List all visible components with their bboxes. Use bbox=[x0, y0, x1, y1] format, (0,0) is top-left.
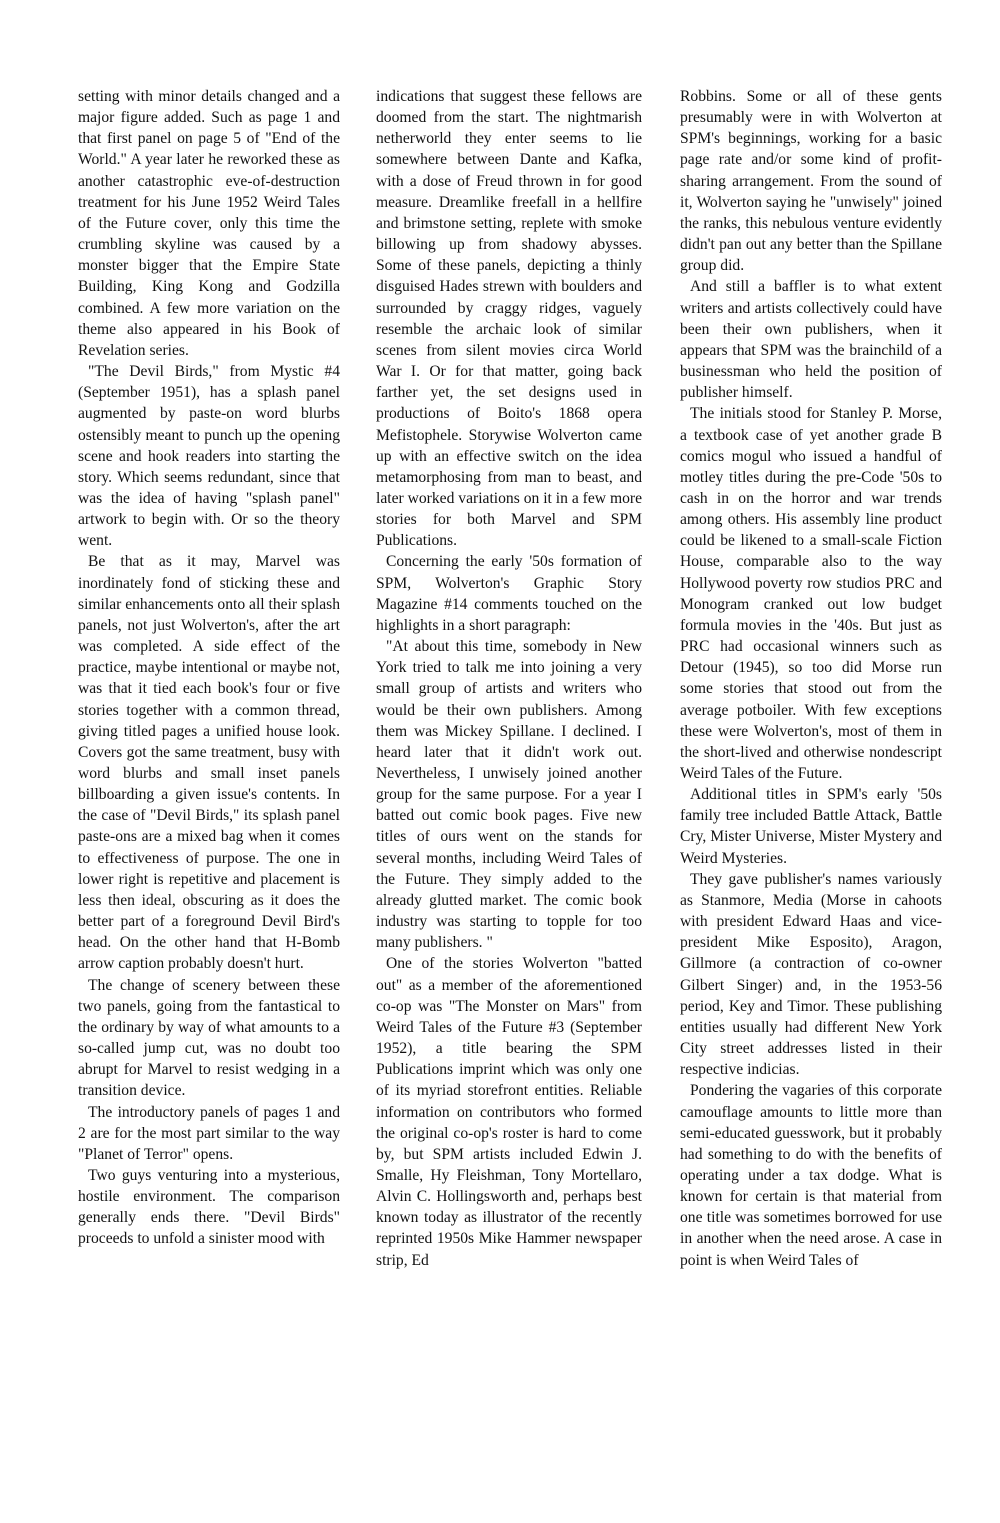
paragraph: The introductory panels of pages 1 and 2 are for the most part similar to the way "Planet of Terror" opens. bbox=[78, 1103, 340, 1163]
paragraph: Additional titles in SPM's early '50s family tree included Battle Attack, Battle Cry, Mister Universe, Mister Mystery and Weird Mysteries. bbox=[680, 786, 942, 867]
text-column-1 bbox=[78, 86, 340, 1250]
paragraph: setting with minor details changed and a major figure added. Such as page 1 and that first panel on page 5 of "End of the World." A year later he reworked these as another catastrophic eve-of-destruction treatment for his June 1952 Weird Tales of the Future cover, only this time the crumbling skyline was caused by a monster bigger that the Empire State Building, King Kong and Godzilla combined. A few more variation on the theme also appeared in his Book of Revelation series. bbox=[78, 88, 340, 359]
paragraph: Be that as it may, Marvel was inordinately fond of sticking these and similar enhancements onto all their splash panels, not just Wolverton's, after the art was completed. A side effect of the practice, maybe intentional or maybe not, was that it tied each book's four or five stories together with a common thread, giving titled pages a unified house look. Covers got the same treatment, busy with word blurbs and small inset panels billboarding a given issue's contents. In the case of "Devil Birds," its splash panel paste-ons are a mixed bag when it comes to effectiveness of purpose. The one in lower right is repetitive and placement is less then ideal, obscuring as it does the better part of a foreground Devil Bird's head. On the other hand that H-Bomb arrow caption probably doesn't hurt. bbox=[78, 553, 340, 973]
paragraph: The initials stood for Stanley P. Morse, a textbook case of yet another grade B comics mogul who issued a handful of motley titles during the pre-Code '50s to cash in on the horror and war trends among others. His assembly line product could be likened to a small-scale Fiction House, comparable also to the way Hollywood poverty row studios PRC and Monogram cranked out low budget formula movies in the '40s. But just as PRC had occasional winners such as Detour (1945), so too did Morse run some stories that stood out from the average potboiler. With few exceptions these were Wolverton's, most of them in the short-lived and otherwise nondescript Weird Tales of the Future. bbox=[680, 405, 942, 782]
paragraph: Robbins. Some or all of these gents presumably were in with Wolverton at SPM's beginnings, working for a basic page rate and/or some kind of profit-sharing arrangement. From the sound of it, Wolverton saying he "unwisely" joined the ranks, this nebulous venture evidently didn't pan out any better than the Spillane group did. bbox=[680, 88, 942, 275]
paragraph: Two guys venturing into a mysterious, hostile environment. The comparison generally ends there. "Devil Birds" proceeds to unfold a sinister mood with bbox=[78, 1166, 340, 1248]
paragraph: "The Devil Birds," from Mystic #4 (September 1951), has a splash panel augmented by paste-on word blurbs ostensibly meant to punch up the opening scene and hook readers into starting the story. Which seems redundant, since that was the idea of having "splash panel" artwork to begin with. Or so the theory went. bbox=[78, 363, 340, 550]
text-column-2 bbox=[376, 86, 642, 1271]
paragraph: Concerning the early '50s formation of SPM, Wolverton's Graphic Story Magazine #14 comments touched on the highlights in a short paragraph: bbox=[376, 553, 642, 634]
paragraph: They gave publisher's names variously as Stanmore, Media (Morse in cahoots with president Edward Haas and vice-president Mike Esposito), Aragon, Gillmore (a contraction of co-owner Gilbert Singer) and, in the 1953-56 period, Key and Timor. These publishing entities usually had different New York City street addresses listed in their respective indicias. bbox=[680, 870, 942, 1079]
paragraph: Pondering the vagaries of this corporate camouflage amounts to little more than semi-educated guesswork, but it probably had something to do with the benefits of operating under a tax dodge. What is known for certain is that material from one title was sometimes borrowed for use in another when the need arose. A case in point is when Weird Tales of bbox=[680, 1082, 942, 1269]
text-column-3 bbox=[680, 86, 942, 1271]
paragraph: And still a baffler is to what extent writers and artists collectively could have been their own publishers, when it appears that SPM was the brainchild of a businessman who held the position of publisher himself. bbox=[680, 278, 942, 402]
paragraph: One of the stories Wolverton "batted out" as a member of the aforementioned co-op was "The Monster on Mars" from Weird Tales of the Future #3 (September 1952), a title bearing the SPM Publications imprint which was only one of its myriad storefront entities. Reliable information on contributors who formed the original co-op's roster is hard to come by, but SPM artists included Edwin J. Smalle, Hy Fleishman, Tony Mortellaro, Alvin C. Hollingsworth and, perhaps best known today as illustrator of the recently reprinted 1950s Mike Hammer newspaper strip, Ed bbox=[376, 955, 642, 1269]
paragraph: "At about this time, somebody in New York tried to talk me into joining a very small group of artists and writers who would be their own publishers. Among them was Mickey Spillane. I declined. I heard later that it didn't work out. Nevertheless, I unwisely joined another group for the same purpose. For a year I batted out comic book pages. Five new titles of ours went on the stands for several months, including Weird Tales of the Future. They simply added to the already glutted market. The comic book industry was starting to topple for too many publishers. " bbox=[376, 638, 642, 952]
paragraph: indications that suggest these fellows are doomed from the start. The nightmarish netherworld they enter seems to lie somewhere between Dante and Kafka, with a dose of Freud thrown in for good measure. Dreamlike freefall in a hellfire and brimstone setting, replete with smoke billowing up from shadowy abysses. Some of these panels, depicting a thinly disguised Hades strewn with boulders and surrounded by craggy ridges, vaguely resemble the archaic look of similar scenes from silent movies circa World War I. Or for that matter, going back farther yet, the set designs used in productions of Boito's 1868 opera Mefistophele. Storywise Wolverton came up with an effective switch on the idea metamorphosing from man to beast, and later worked variations on it in a few more stories for both Marvel and SPM Publications. bbox=[376, 88, 642, 550]
paragraph: The change of scenery between these two panels, going from the fantastical to the ordinary by way of what amounts to a so-called jump cut, was no doubt too abrupt for Marvel to resist wedging in a transition device. bbox=[78, 976, 340, 1100]
